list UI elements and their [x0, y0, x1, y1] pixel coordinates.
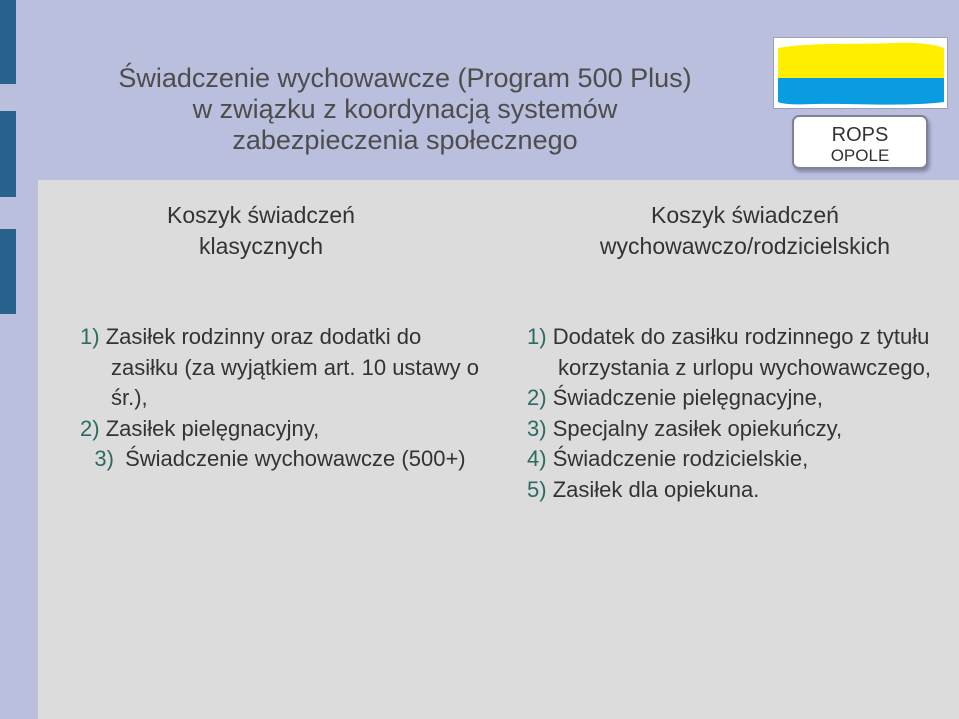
- list-item-text: Specjalny zasiłek opiekuńczy,: [552, 415, 843, 441]
- accent-bar-top: [0, 0, 16, 84]
- list-item: [527, 383, 947, 414]
- list-item-text: Świadczenie pielęgnacyjne,: [552, 385, 823, 410]
- left-header-line-1: Koszyk świadczeń: [167, 202, 355, 228]
- right-header-line-1: Koszyk świadczeń: [651, 202, 839, 228]
- rops-opole-badge: [792, 115, 928, 169]
- title-line-1: Świadczenie wychowawcze (Program 500 Plus): [118, 63, 692, 93]
- left-benefits-list: [80, 322, 480, 475]
- list-item-text: Świadczenie wychowawcze (500+): [125, 446, 466, 471]
- list-item-text: Zasiłek pielęgnacyjny,: [105, 415, 320, 441]
- rops-city: OPOLE: [830, 146, 890, 165]
- slide-title: [60, 63, 750, 156]
- list-item-text: Dodatek do zasiłku rodzinnego z tytułu korzystania z urlopu wychowawczego,: [552, 324, 931, 380]
- list-item-number: 1): [527, 324, 547, 349]
- list-item: [527, 322, 947, 383]
- flag-yellow-stripe: [778, 43, 944, 78]
- list-item-number: 4): [527, 446, 547, 471]
- accent-bar-bottom: [0, 229, 16, 314]
- list-item-number: 2): [527, 385, 547, 410]
- flag-graphic: [774, 38, 947, 108]
- left-header-line-2: klasycznych: [199, 233, 323, 259]
- list-item: [80, 414, 480, 445]
- left-column-header: [100, 200, 422, 262]
- list-item-number: 3): [94, 446, 114, 471]
- title-line-2: w związku z koordynacją systemów: [192, 94, 618, 124]
- list-item: [527, 475, 947, 506]
- right-column-header: [545, 200, 945, 262]
- list-item-number: 2): [80, 415, 100, 441]
- flag-blue-stripe: [778, 78, 944, 105]
- list-item: [527, 444, 947, 475]
- list-item: [80, 322, 480, 414]
- rops-name: ROPS: [831, 124, 889, 146]
- list-item-text: Zasiłek dla opiekuna.: [552, 476, 760, 502]
- list-item-text: Zasiłek rodzinny oraz dodatki do zasiłku (za wyjątkiem art. 10 ustawy o śr.),: [105, 324, 480, 410]
- right-header-line-2: wychowawczo/rodzicielskich: [599, 233, 891, 259]
- title-line-3: zabezpieczenia społecznego: [232, 125, 578, 155]
- list-item-text: Świadczenie rodzicielskie,: [552, 446, 809, 471]
- list-item-number: 3): [527, 415, 547, 441]
- opole-flag-logo: [773, 37, 948, 109]
- list-item: [80, 444, 480, 475]
- right-benefits-list: [527, 322, 947, 505]
- accent-bar-middle: [0, 111, 16, 197]
- list-item-number: 1): [80, 324, 100, 349]
- list-item: [527, 414, 947, 445]
- list-item-number: 5): [527, 476, 547, 502]
